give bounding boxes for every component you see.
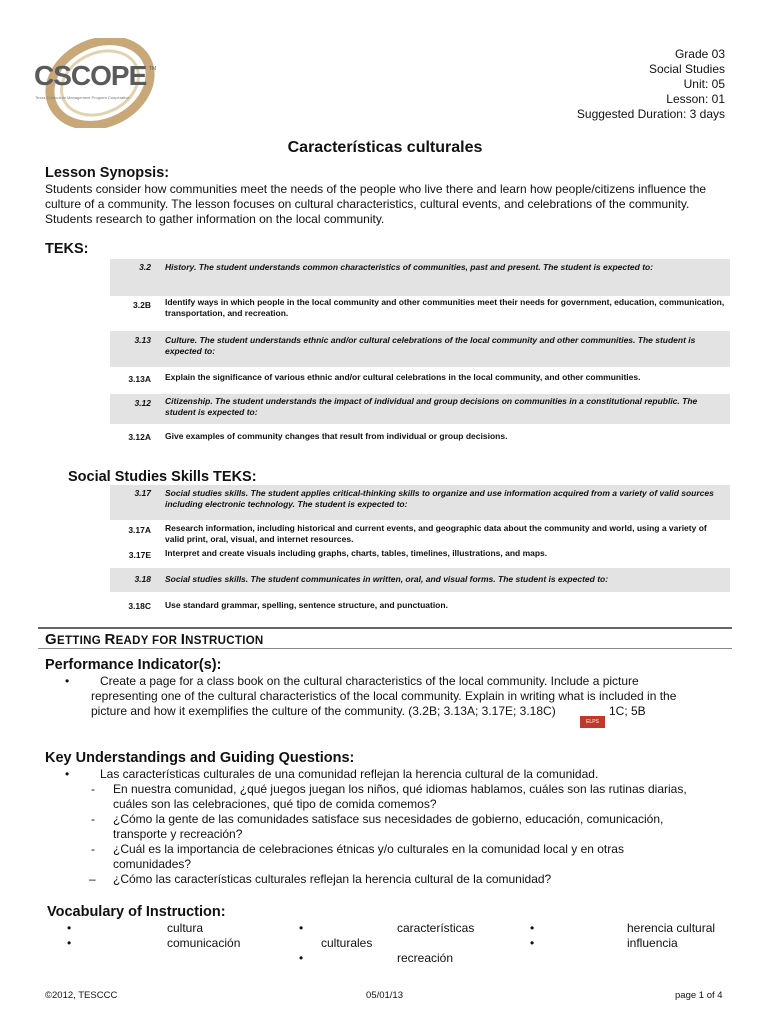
duration: Suggested Duration: 3 days xyxy=(576,107,725,121)
teks-text: Citizenship. The student understands the impact of individual and group decisions on communities in a constitutional republic. The student is expected to: xyxy=(165,396,698,417)
skills-text: Research information, including historical and current events, and geographic data about the community and world, using a variety of valid print, oral, visual, and internet resources. xyxy=(165,523,707,544)
skills-code: 3.18 xyxy=(134,574,151,584)
guiding-question: cuáles son las celebraciones, qué tipo de comida comemos? xyxy=(113,797,437,811)
teks-code: 3.2 xyxy=(139,262,151,272)
skills-row xyxy=(110,568,730,592)
dash: – xyxy=(89,872,96,886)
lesson-header xyxy=(577,47,725,122)
footer-date: 05/01/13 xyxy=(366,990,403,1001)
guiding-question: ¿Cuál es la importancia de celebraciones étnicas y/o culturales en la comunidad local y en otras xyxy=(113,842,624,856)
guiding-question: transporte y recreación? xyxy=(113,827,243,841)
guiding-question: En nuestra comunidad, ¿qué juegos juegan los niños, qué idiomas hablamos, cuáles son las rutinas diarias, xyxy=(113,782,687,796)
teks-row xyxy=(110,372,730,394)
dash: - xyxy=(91,812,95,826)
vocab-word: culturales xyxy=(321,936,373,950)
section-rule-top xyxy=(38,627,732,629)
key-heading: Key Understandings and Guiding Questions: xyxy=(45,750,355,766)
vocab-word: influencia xyxy=(627,936,678,950)
skills-code: 3.17A xyxy=(128,525,151,535)
elps-codes: 1C; 5B xyxy=(609,704,646,718)
vocab-word: características xyxy=(397,921,475,935)
teks-code: 3.12 xyxy=(134,398,151,408)
skills-text: Use standard grammar, spelling, sentence structure, and punctuation. xyxy=(165,600,448,610)
performance-line: representing one of the cultural characteristics of the local community. Explain in writing what is included in the xyxy=(91,689,677,703)
vocab-word: cultura xyxy=(167,921,204,935)
logo-trademark: TM xyxy=(149,66,157,72)
page-title: Características culturales xyxy=(287,139,483,156)
vocab-word: herencia cultural xyxy=(627,921,716,935)
skills-row xyxy=(110,485,730,520)
skills-text: Interpret and create visuals including graphs, charts, tables, timelines, illustrations, and maps. xyxy=(165,548,548,558)
vocab-word: comunicación xyxy=(167,936,241,950)
teks-row xyxy=(110,331,730,367)
skills-code: 3.18C xyxy=(128,601,151,611)
teks-text: Give examples of community changes that result from individual or group decisions. xyxy=(165,431,508,441)
bullet: • xyxy=(530,936,535,950)
guiding-question: ¿Cómo la gente de las comunidades satisface sus necesidades de gobierno, educación, comunicación, xyxy=(113,812,664,826)
teks-row xyxy=(110,394,730,424)
lesson: Lesson: 01 xyxy=(666,92,725,106)
elps-badge: ELPS xyxy=(580,716,605,728)
unit: Unit: 05 xyxy=(683,77,725,91)
skills-text: Social studies skills. The student communicates in written, oral, and visual forms. The student is expected to: xyxy=(165,574,609,584)
teks-text: Identify ways in which people in the local community and other communities meet their needs for government, education, communication, transportation, and recreation. xyxy=(165,297,725,318)
synopsis-heading: Lesson Synopsis: xyxy=(45,165,170,181)
teks-row xyxy=(110,297,730,325)
skills-row xyxy=(110,600,730,614)
teks-row xyxy=(110,259,730,296)
bullet: • xyxy=(299,951,304,965)
guiding-question: ¿Cómo las características culturales reflejan la herencia cultural de la comunidad? xyxy=(113,872,552,886)
bullet: • xyxy=(65,674,70,688)
performance-line: picture and how it exemplifies the culture of the community. (3.2B; 3.13A; 3.17E; 3.18C) xyxy=(91,704,556,718)
footer-page: page 1 of 4 xyxy=(675,990,723,1001)
teks-code: 3.2B xyxy=(133,300,151,310)
teks-row xyxy=(110,431,730,445)
skills-code: 3.17 xyxy=(134,488,151,498)
bullet: • xyxy=(67,921,72,935)
grade: Grade 03 xyxy=(674,47,725,61)
logo-wordmark: CSCOPE xyxy=(34,60,147,91)
logo-subtitle: Texas Curriculum Management Program Cooperative xyxy=(35,95,130,100)
subject: Social Studies xyxy=(648,62,725,76)
vocab-word: recreación xyxy=(397,951,454,965)
teks-code: 3.13 xyxy=(134,335,151,345)
section-heading: GETTING READY FOR INSTRUCTION xyxy=(45,631,264,648)
skills-row xyxy=(110,523,730,547)
synopsis-text: Students consider how communities meet the needs of the people who live there and learn how people/citizens influence the culture of a community. The lesson focuses on cultural characteristics, cultural events, and celebrations of the community. Students research to gather information on the local community. xyxy=(45,182,707,226)
dash: - xyxy=(91,842,95,856)
guiding-question: comunidades? xyxy=(113,857,192,871)
teks-text: Culture. The student understands ethnic and/or cultural celebrations of the local community and other communities. The student is expected to: xyxy=(165,335,696,356)
skills-text: Social studies skills. The student applies critical-thinking skills to organize and use information acquired from a variety of valid sources including electronic technology. The student is expected to: xyxy=(165,488,714,509)
performance-heading: Performance Indicator(s): xyxy=(45,657,222,673)
key-understanding: Las características culturales de una comunidad reflejan la herencia cultural de la comunidad. xyxy=(100,767,599,781)
bullet: • xyxy=(65,767,70,781)
bullet: • xyxy=(530,921,535,935)
teks-heading: TEKS: xyxy=(45,241,89,257)
skills-heading: Social Studies Skills TEKS: xyxy=(68,469,257,485)
bullet: • xyxy=(67,936,72,950)
vocab-heading: Vocabulary of Instruction: xyxy=(47,904,226,920)
dash: - xyxy=(91,782,95,796)
teks-text: Explain the significance of various ethnic and/or cultural celebrations in the local community, and other communities. xyxy=(165,372,641,382)
skills-row xyxy=(110,548,730,562)
bullet: • xyxy=(299,921,304,935)
section-rule-bottom xyxy=(38,648,732,649)
footer-copyright: ©2012, TESCCC xyxy=(45,990,118,1001)
performance-line: Create a page for a class book on the cultural characteristics of the local community. Include a picture xyxy=(100,674,639,688)
teks-text: History. The student understands common characteristics of communities, past and present. The student is expected to: xyxy=(165,262,654,272)
teks-code: 3.13A xyxy=(128,374,151,384)
skills-code: 3.17E xyxy=(128,550,151,560)
teks-code: 3.12A xyxy=(128,432,151,442)
